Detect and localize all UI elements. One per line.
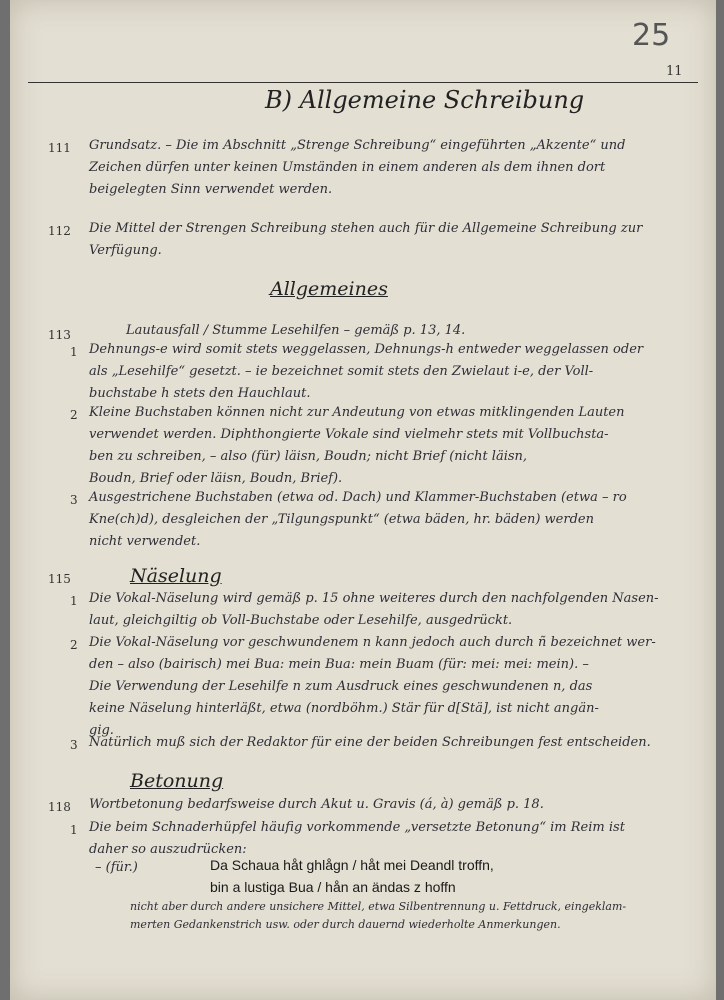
- page-title: B) Allgemeine Schreibung: [265, 86, 585, 114]
- text-line: gig.: [89, 723, 114, 738]
- document-page: [10, 0, 716, 1000]
- section-heading: Allgemeines: [270, 278, 388, 300]
- text-line: den – also (bairisch) mei Bua: mein Bua: mein Buam (für: mei: mei: mein). –: [89, 657, 589, 672]
- text-line: laut, gleichgiltig ob Voll-Buchstabe oder Lesehilfe, ausgedrückt.: [89, 613, 513, 628]
- text-line: Kne(ch)d), desgleichen der „Tilgungspunkt“ (etwa bäden, hr. bäden) werden: [89, 512, 594, 527]
- item-number: 3: [70, 493, 78, 507]
- item-number: 1: [70, 594, 78, 608]
- item-number: 2: [70, 408, 78, 422]
- paragraph-number: 115: [48, 572, 71, 586]
- paragraph-number: 113: [48, 328, 71, 342]
- text-line: als „Lesehilfe“ gesetzt. – ie bezeichnet somit stets den Zwielaut i-e, der Voll-: [89, 364, 594, 379]
- text-line: nicht verwendet.: [89, 534, 201, 549]
- paragraph-number: 118: [48, 800, 71, 814]
- text-line: daher so auszudrücken:: [89, 842, 247, 857]
- text-line: Verfügung.: [89, 243, 162, 258]
- text-line: verwendet werden. Diphthongierte Vokale sind vielmehr stets mit Vollbuchsta-: [89, 427, 609, 442]
- item-number: 1: [70, 345, 78, 359]
- text-line: beigelegten Sinn verwendet werden.: [89, 182, 333, 197]
- text-line: ben zu schreiben, – also (für) läisn, Boudn; nicht Brief (nicht läisn,: [89, 449, 528, 464]
- text-line: Ausgestrichene Buchstaben (etwa od. Dach) und Klammer-Buchstaben (etwa – ro: [89, 490, 627, 505]
- text-line: Die Mittel der Strengen Schreibung stehen auch für die Allgemeine Schreibung zur: [89, 221, 643, 236]
- text-line: Zeichen dürfen unter keinen Umständen in einem anderen als dem ihnen dort: [89, 160, 606, 175]
- text-line: nicht aber durch andere unsichere Mittel, etwa Silbentrennung u. Fettdruck, eingeklam-: [130, 900, 627, 913]
- text-line: Boudn, Brief oder läisn, Boudn, Brief).: [89, 471, 343, 486]
- folio-stamp: 25: [632, 18, 671, 53]
- verse-line: bin a lustiga Bua / hån an ändas z hoffn: [210, 879, 456, 895]
- text-line: keine Näselung hinterläßt, etwa (nordböhm.) Stär für d[Stä], ist nicht angän-: [89, 701, 599, 716]
- paragraph-number: 111: [48, 141, 71, 155]
- section-heading: Näselung: [130, 565, 222, 587]
- paragraph-heading: Wortbetonung bedarfsweise durch Akut u. Gravis (á, à) gemäß p. 18.: [89, 797, 544, 812]
- item-number: 1: [70, 823, 78, 837]
- paragraph-heading: Lautausfall / Stumme Lesehilfen – gemäß p. 13, 14.: [126, 323, 466, 338]
- text-line: merten Gedankenstrich usw. oder durch dauernd wiederholte Anmerkungen.: [130, 918, 561, 931]
- text-line: Die beim Schnaderhüpfel häufig vorkommende „versetzte Betonung“ im Reim ist: [89, 820, 625, 835]
- text-line: Die Vokal-Näselung wird gemäß p. 15 ohne weiteres durch den nachfolgenden Nasen-: [89, 591, 659, 606]
- text-line: Dehnungs-e wird somit stets weggelassen, Dehnungs-h entweder weggelassen oder: [89, 342, 644, 357]
- header-rule: [28, 82, 698, 83]
- text-line: Natürlich muß sich der Redaktor für eine der beiden Schreibungen fest entscheiden.: [89, 735, 651, 750]
- text-line: Grundsatz. – Die im Abschnitt „Strenge Schreibung“ eingeführten „Akzente“ und: [89, 138, 626, 153]
- text-line: buchstabe h stets den Hauchlaut.: [89, 386, 311, 401]
- page-number: 11: [666, 64, 683, 79]
- verse-line: Da Schaua håt ghlågn / håt mei Deandl troffn,: [210, 857, 494, 873]
- text-line: Die Vokal-Näselung vor geschwundenem n kann jedoch auch durch ñ bezeichnet wer-: [89, 635, 656, 650]
- example-label: – (für.): [95, 860, 138, 875]
- section-heading: Betonung: [130, 770, 224, 792]
- item-number: 2: [70, 638, 78, 652]
- text-line: Kleine Buchstaben können nicht zur Andeutung von etwas mitklingenden Lauten: [89, 405, 625, 420]
- text-line: Die Verwendung der Lesehilfe n zum Ausdruck eines geschwundenen n, das: [89, 679, 593, 694]
- item-number: 3: [70, 738, 78, 752]
- paragraph-number: 112: [48, 224, 71, 238]
